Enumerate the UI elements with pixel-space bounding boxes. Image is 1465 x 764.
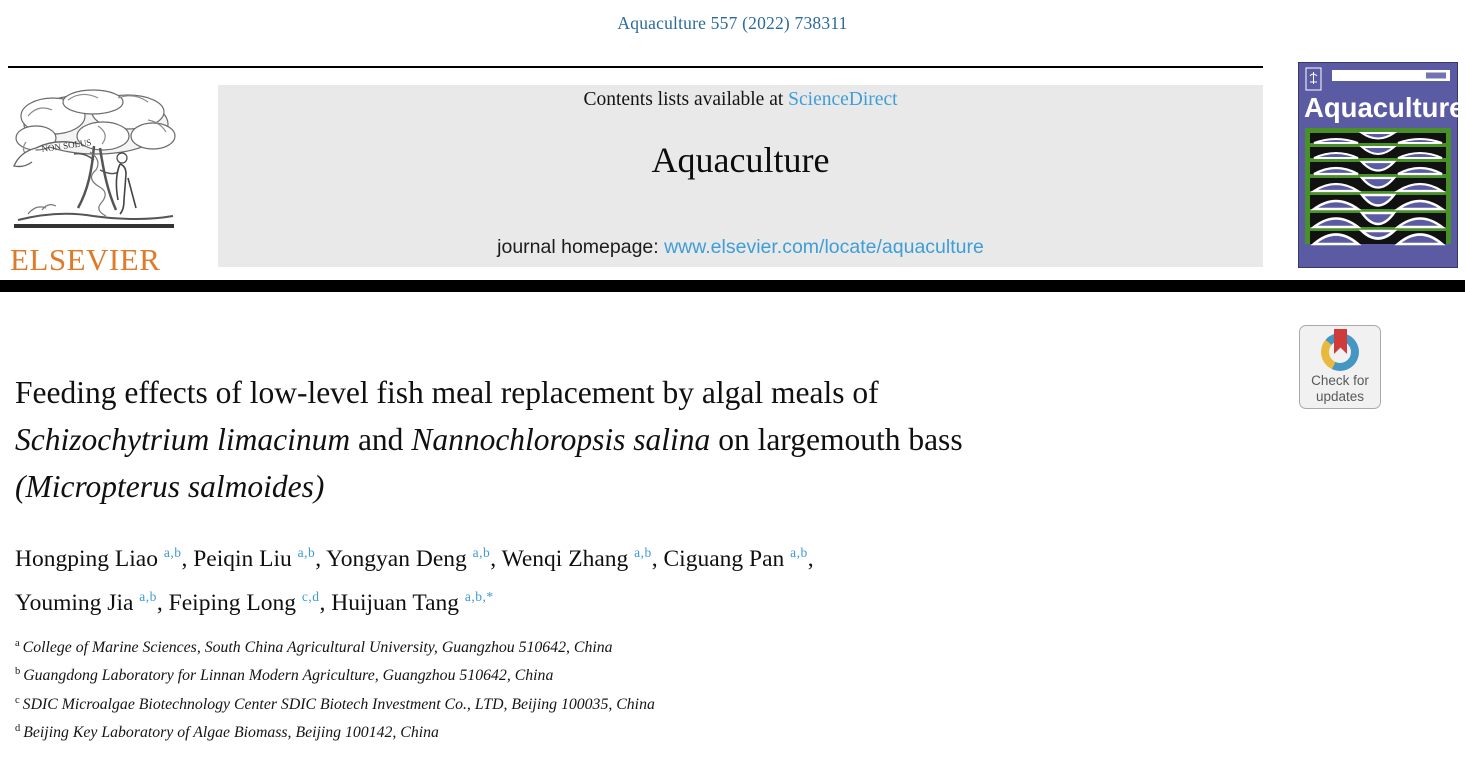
cover-art [1298,62,1458,268]
affiliation-sup: b [15,666,21,678]
affiliation-item [15,660,1305,688]
affiliation-text: Beijing Key Laboratory of Algae Biomass, Beijing 100142, China [23,723,439,741]
journal-title: Aquaculture [651,140,830,180]
species-1: Schizochytrium limacinum [15,422,351,457]
cover-title-text: Aquaculture [1304,92,1458,123]
affiliation-sup: c [15,694,20,706]
article-title [15,369,1305,510]
homepage-link[interactable]: www.elsevier.com/locate/aquaculture [664,236,984,258]
elsevier-logo [8,86,188,278]
author-affil-sup[interactable]: a,b [139,589,157,604]
author-name: Feiping Long [168,590,302,616]
author-affil-sup[interactable]: a,b [163,545,182,560]
author-affil-sup[interactable]: a,b [297,545,316,560]
author-line: Hongping Liao $^{a,b}$, Peiqin Liu $^{a,b}$, Yongyan Deng $^{a,b}$, Wenqi Zhang $^{a,b}$, Ciguang Pan $^{a,b}$, [15,545,814,572]
sciencedirect-link[interactable]: ScienceDirect [788,89,898,110]
issn-box [1332,70,1450,81]
affiliation-sup: a [15,638,20,649]
masthead [218,85,1263,267]
homepage-line [218,236,1263,259]
crossmark-ring-icon [1321,333,1359,371]
non-solus-motto: NON SOLUS [40,137,93,154]
author-affil-sup[interactable]: a,b [790,545,808,560]
masthead-divider [0,280,1465,292]
homepage-prefix: journal homepage: [497,236,665,258]
author-name: Yongyan Deng [326,546,473,572]
affiliation-item [15,689,1305,717]
affiliation-text: SDIC Microalgae Biotechnology Center SDIC Biotech Investment Co., LTD, Beijing 100035, China [22,695,655,713]
elsevier-tree-icon [8,86,183,241]
affiliation-list [15,632,1305,745]
author-affil-sup[interactable]: a,b [634,545,652,560]
contents-prefix: Contents lists available at [583,89,789,110]
author-line: Youming Jia $^{a,b}$, Feiping Long $^{c,d}$, Huijuan Tang $^{a,b,*}$ [15,589,494,616]
elsevier-wordmark: ELSEVIER [10,242,161,277]
cover-wave-panel [1305,128,1451,244]
badge-label: Check for updates [1311,373,1369,404]
author-list [15,534,1305,622]
crossmark-bookmark-icon [1334,329,1347,354]
author-name: Wenqi Zhang [501,546,635,572]
author-affil-sup[interactable]: c,d [301,589,320,604]
author-name: Youming Jia [15,590,140,616]
author-affil-sup[interactable]: a,b,* [464,589,494,604]
top-rule [8,66,1263,68]
journal-cover[interactable] [1298,62,1458,268]
author-name: Hongping Liao [15,546,164,572]
author-affil-sup[interactable]: a,b [472,545,491,560]
author-name: Huijuan Tang [331,590,465,616]
affiliation-item [15,632,1305,660]
affiliation-text: College of Marine Sciences, South China Agricultural University, Guangzhou 510642, China [22,639,613,656]
affiliation-sup: d [15,722,21,734]
title-line-1: Feeding effects of low-level fish meal replacement by algal meals of [15,375,879,410]
affiliation-text: Guangdong Laboratory for Linnan Modern Agriculture, Guangzhou 510642, China [23,667,554,685]
title-line-2: Schizochytrium limacinum and Nannochloropsis salina on largemouth bass [15,422,963,457]
title-line-3: (Micropterus salmoides) [15,469,325,504]
contents-line [218,89,1263,111]
author-name: Peiqin Liu [193,546,298,572]
affiliation-item [15,717,1305,745]
species-2: Nannochloropsis salina [411,422,711,457]
check-for-updates-badge[interactable] [1299,325,1381,409]
author-name: Ciguang Pan [663,546,791,572]
journal-citation: Aquaculture 557 (2022) 738311 [617,13,848,33]
